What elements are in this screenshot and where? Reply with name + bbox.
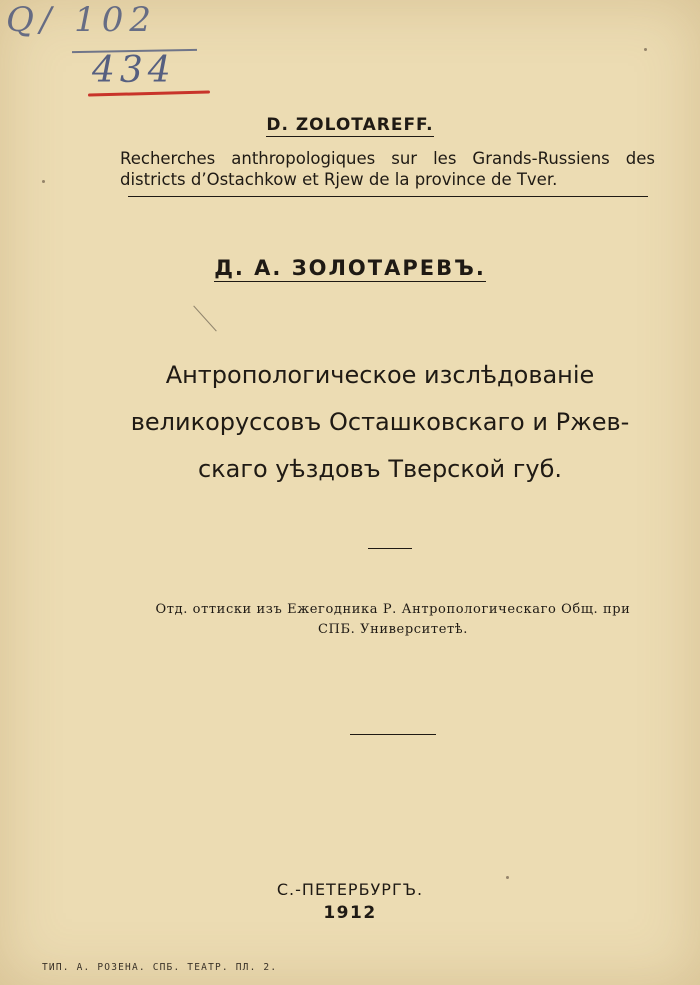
handwritten-shelfmark-top: Q/ 102 — [6, 0, 158, 40]
paper-speck — [644, 48, 647, 51]
divider-rule-french — [128, 196, 648, 197]
title-french: Recherches anthropologiques sur les Grands-Russiens des districts d’Ostachkow et Rjew de la province de Tver. — [120, 149, 655, 189]
title-russian-line: великоруссовъ Осташковскаго и Ржев- — [130, 408, 630, 436]
title-russian-line: скаго уѣздовъ Тверской губ. — [197, 455, 563, 483]
short-divider-rule — [368, 548, 412, 549]
paper-speck — [42, 180, 45, 183]
imprint-city: С.-ПЕТЕРБУРГЪ. — [276, 880, 424, 899]
offprint-note — [128, 600, 658, 640]
offprint-note-line: Отд. оттиски изъ Ежегодника Р. Антропологическаго Общ. при — [155, 602, 631, 617]
printer-line: ТИП. А. РОЗЕНА. СПБ. ТЕАТР. ПЛ. 2. — [42, 962, 278, 973]
offprint-note-line: СПБ. Университетѣ. — [318, 622, 468, 637]
title-russian — [100, 352, 660, 493]
author-russian-text: Д. А. ЗОЛОТАРЕВЪ. — [214, 256, 486, 280]
author-french — [0, 115, 700, 135]
author-russian — [0, 256, 700, 280]
imprint-year: 1912 — [323, 903, 377, 923]
handwritten-shelfmark-number: 434 — [92, 50, 176, 91]
paper-speck — [506, 876, 509, 879]
title-russian-line: Антропологическое изслѣдованіе — [165, 361, 595, 389]
pencil-mark — [193, 306, 216, 332]
author-french-text: D. ZOLOTAREFF. — [266, 115, 434, 135]
divider-rule-lower — [350, 734, 436, 735]
red-pencil-underline — [88, 90, 210, 96]
